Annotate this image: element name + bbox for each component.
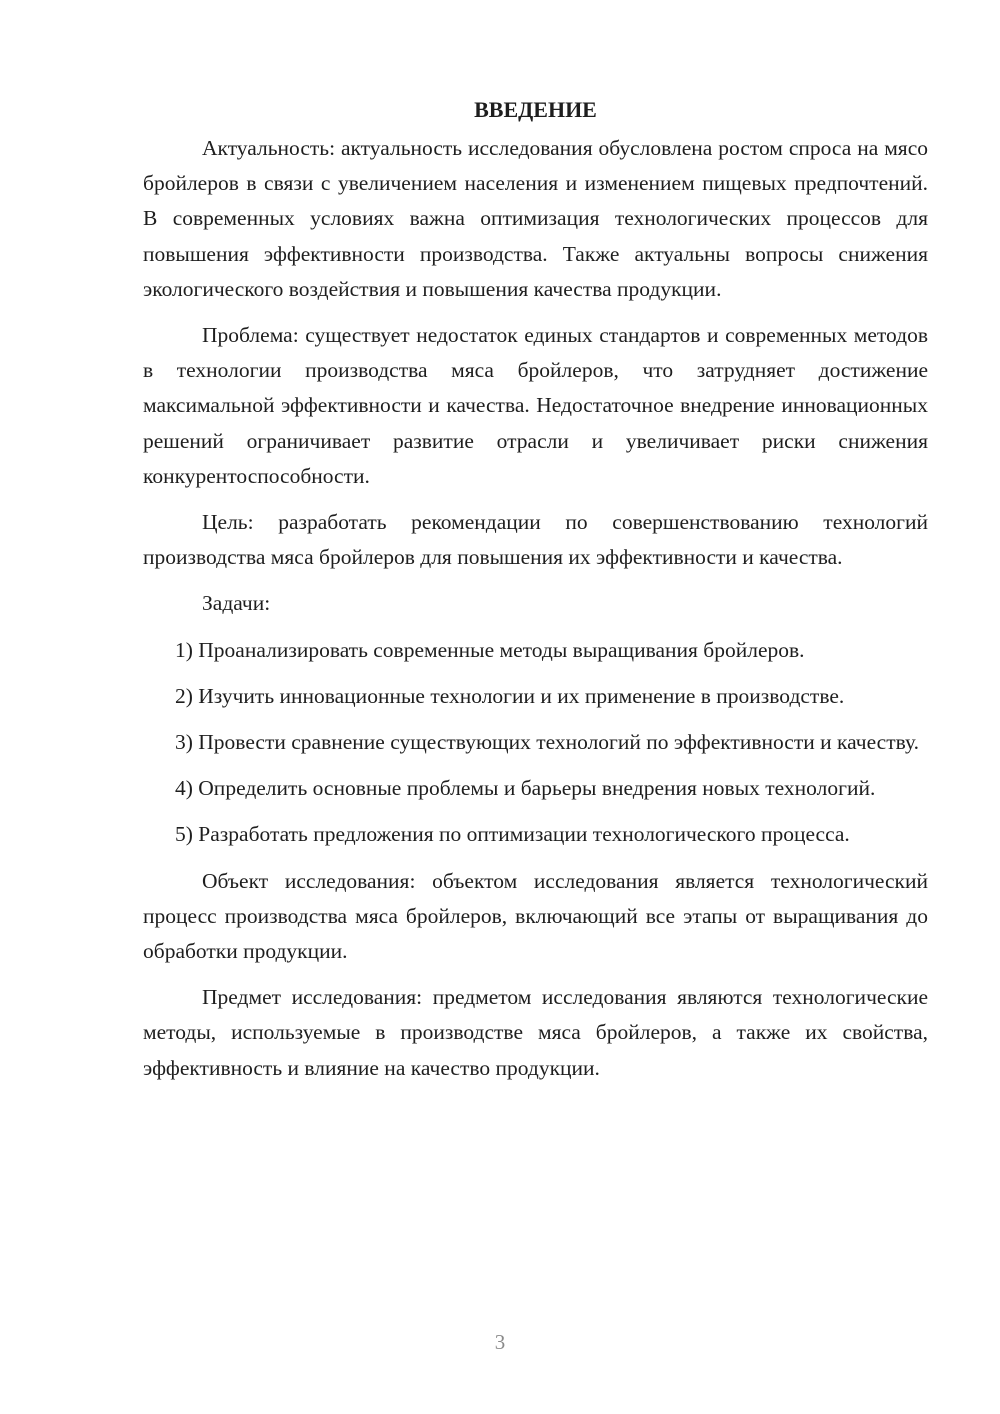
tasks-heading: Задачи: [202,591,271,616]
object-paragraph: Объект исследования: объектом исследования является технологический процесс производства мяса бройлеров, включающий все этапы от выращивания до обработки продукции. [143,868,928,964]
page-number: 3 [494,1330,506,1354]
document-page [143,92,928,1086]
goal-paragraph: Цель: разработать рекомендации по совершенствованию технологий производства мяса бройлеров для повышения их эффективности и качества. [143,510,928,570]
task-item-3: 3) Провести сравнение существующих технологий по эффективности и качеству. [175,730,919,755]
problem-paragraph: Проблема: существует недостаток единых стандартов и современных методов в технологии производства мяса бройлеров, что затрудняет достижение максимальной эффективности и качества. Недостаточное внедрение инновационных решений ограничивает развитие отрасли и увеличивает риски снижения конкурентоспособности. [143,323,928,488]
task-item-4: 4) Определить основные проблемы и барьеры внедрения новых технологий. [175,776,876,801]
task-item-5: 5) Разработать предложения по оптимизации технологического процесса. [175,822,850,847]
task-item-1: 1) Проанализировать современные методы выращивания бройлеров. [175,637,805,662]
relevance-paragraph: Актуальность: актуальность исследования обусловлена ростом спроса на мясо бройлеров в связи с увеличением населения и изменением пищевых предпочтений. В современных условиях важна оптимизация технологических процессов для повышения эффективности производства. Также актуальны вопросы снижения экологического воздействия и повышения качества продукции. [143,136,928,301]
task-item-2: 2) Изучить инновационные технологии и их применение в производстве. [175,683,845,708]
subject-paragraph: Предмет исследования: предметом исследования являются технологические методы, используемые в производстве мяса бройлеров, а также их свойства, эффективность и влияние на качество продукции. [143,985,928,1080]
section-title: ВВЕДЕНИЕ [474,97,597,122]
